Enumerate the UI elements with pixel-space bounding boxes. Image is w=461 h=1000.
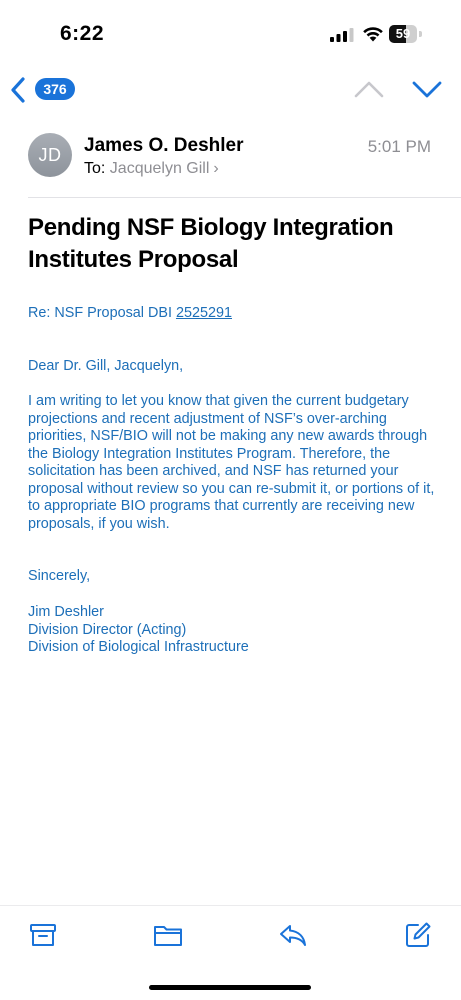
- folder-icon[interactable]: [153, 920, 183, 950]
- wifi-icon: [362, 25, 384, 42]
- bottom-toolbar: [0, 905, 461, 964]
- reply-icon[interactable]: [278, 920, 308, 950]
- recipient-name[interactable]: Jacquelyn Gill: [109, 160, 210, 177]
- re-line: [28, 305, 232, 323]
- proposal-number-link[interactable]: 2525291: [175, 305, 232, 321]
- battery-icon: [389, 25, 423, 43]
- message-subject: Pending NSF Biology Integration Institutes Proposal: [28, 214, 394, 273]
- status-bar: [0, 0, 461, 64]
- received-time: 5:01 PM: [367, 137, 431, 156]
- home-indicator[interactable]: [149, 985, 311, 990]
- next-message-chevron-icon[interactable]: [410, 78, 444, 100]
- chevron-right-icon: ›: [213, 160, 219, 177]
- re-prefix: Re: NSF Proposal DBI: [28, 305, 176, 321]
- signature-name: Jim Deshler: [28, 604, 104, 620]
- back-chevron-icon[interactable]: [8, 76, 28, 104]
- signature-division: Division of Biological Infrastructure: [28, 639, 249, 655]
- battery-level: 59: [395, 26, 411, 41]
- closing: Sincerely,: [28, 568, 91, 584]
- signature-title: Division Director (Acting): [28, 621, 187, 638]
- to-label: To:: [84, 160, 106, 177]
- header-divider: [28, 197, 461, 198]
- sender-name[interactable]: James O. Deshler: [84, 135, 244, 156]
- salutation: Dear Dr. Gill, Jacquelyn,: [28, 358, 184, 374]
- recipients-line[interactable]: [84, 160, 219, 178]
- body-paragraph: I am writing to let you know that given the current budgetary projections and recent adjustment of NSF’s over-arching priorities, NSF/BIO will not be making any new awards through the Biology Integration Institutes Program. Therefore, the solicitation has been archived, and NSF has returned your proposal without review so you can re-submit it, or portions of it, to appropriate BIO programs that currently are receiving new proposals, if you wish.: [28, 393, 435, 532]
- compose-icon[interactable]: [403, 920, 433, 950]
- status-time: 6:22: [60, 22, 105, 45]
- archive-icon[interactable]: [28, 920, 58, 950]
- navigation-bar: [0, 66, 461, 114]
- sender-avatar[interactable]: JD: [28, 133, 72, 177]
- cellular-signal-icon: [330, 28, 354, 42]
- signature: [28, 604, 249, 657]
- unread-count-badge[interactable]: 376: [35, 78, 75, 100]
- previous-message-chevron-icon[interactable]: [352, 78, 386, 100]
